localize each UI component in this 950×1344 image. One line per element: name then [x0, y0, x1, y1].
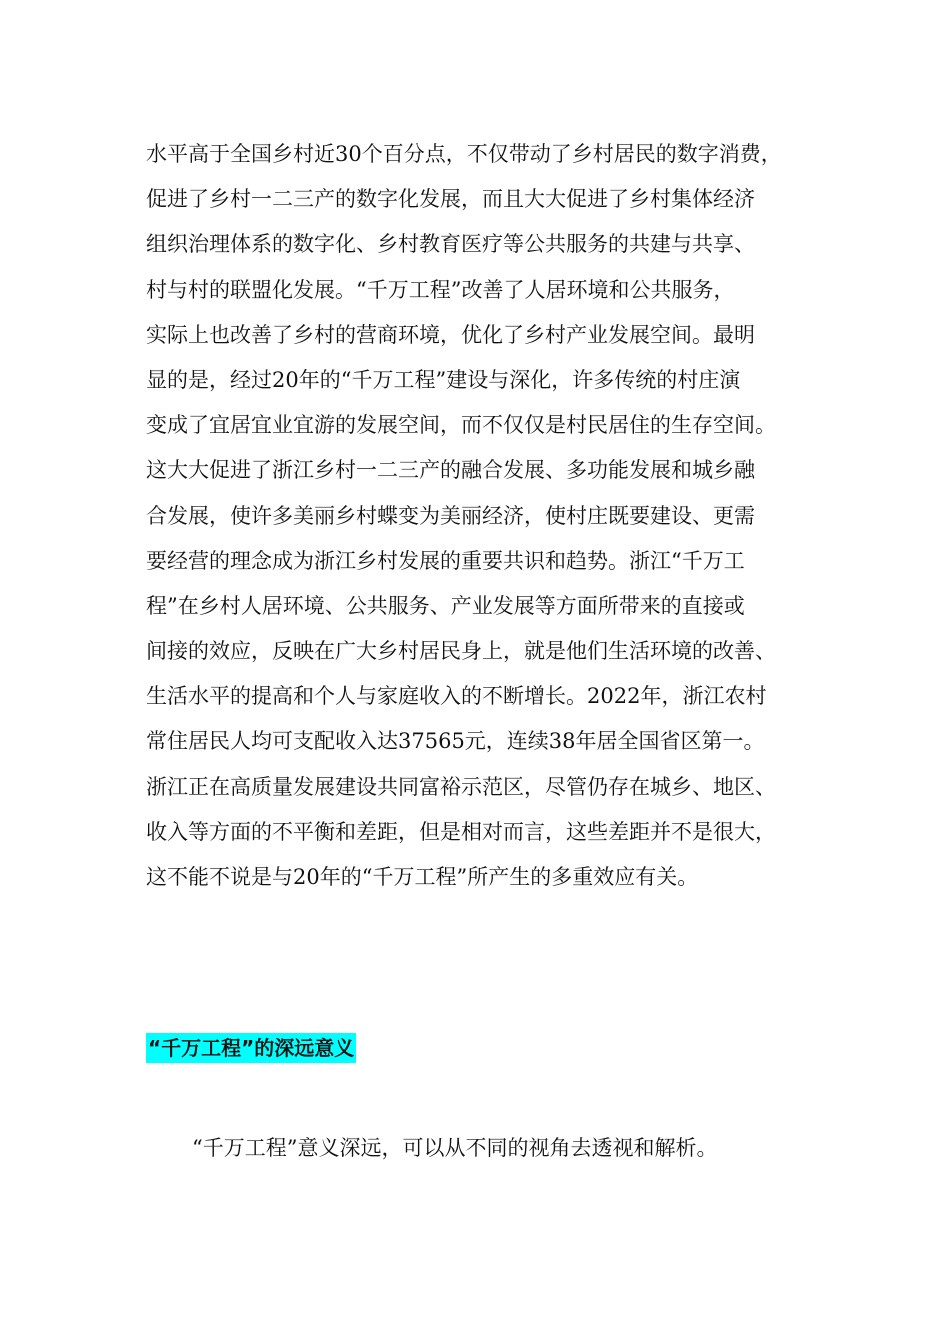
body-line: 实际上也改善了乡村的营商环境，优化了乡村产业发展空间。最明: [146, 322, 755, 347]
body-line: 间接的效应，反映在广大乡村居民身上，就是他们生活环境的改善、: [146, 639, 776, 664]
body-line: 浙江正在高质量发展建设共同富裕示范区，尽管仍存在城乡、地区、: [146, 774, 776, 799]
body-line: 促进了乡村一二三产的数字化发展，而且大大促进了乡村集体经济: [146, 187, 755, 212]
intro-paragraph: “千万工程”意义深远，可以从不同的视角去透视和解析。: [192, 1136, 718, 1160]
body-line: 这不能不说是与20年的“千万工程”所产生的多重效应有关。: [146, 865, 699, 889]
body-line: 程”在乡村人居环境、公共服务、产业发展等方面所带来的直接或: [146, 593, 745, 618]
body-line: 这大大促进了浙江乡村一二三产的融合发展、多功能发展和城乡融: [146, 458, 755, 483]
body-line: 要经营的理念成为浙江乡村发展的重要共识和趋势。浙江“千万工: [146, 548, 745, 573]
body-line: 生活水平的提高和个人与家庭收入的不断增长。2022年，浙江农村: [146, 684, 767, 709]
body-line: 合发展，使许多美丽乡村蝶变为美丽经济，使村庄既要建设、更需: [146, 503, 755, 528]
body-line: 常住居民人均可支配收入达37565元，连续38年居全国省区第一。: [146, 729, 765, 754]
body-line: 村与村的联盟化发展。“千万工程”改善了人居环境和公共服务，: [146, 277, 735, 302]
body-line: 显的是，经过20年的“千万工程”建设与深化，许多传统的村庄演: [146, 367, 741, 392]
body-line: 组织治理体系的数字化、乡村教育医疗等公共服务的共建与共享、: [146, 232, 755, 257]
body-line: 水平高于全国乡村近30个百分点，不仅带动了乡村居民的数字消费，: [146, 142, 782, 166]
body-line: 变成了宜居宜业宜游的发展空间，而不仅仅是村民居住的生存空间。: [146, 413, 776, 438]
body-line: 收入等方面的不平衡和差距，但是相对而言，这些差距并不是很大，: [146, 819, 776, 844]
body-paragraph: [146, 132, 826, 900]
section-heading: “千万工程”的深远意义: [146, 1033, 356, 1063]
